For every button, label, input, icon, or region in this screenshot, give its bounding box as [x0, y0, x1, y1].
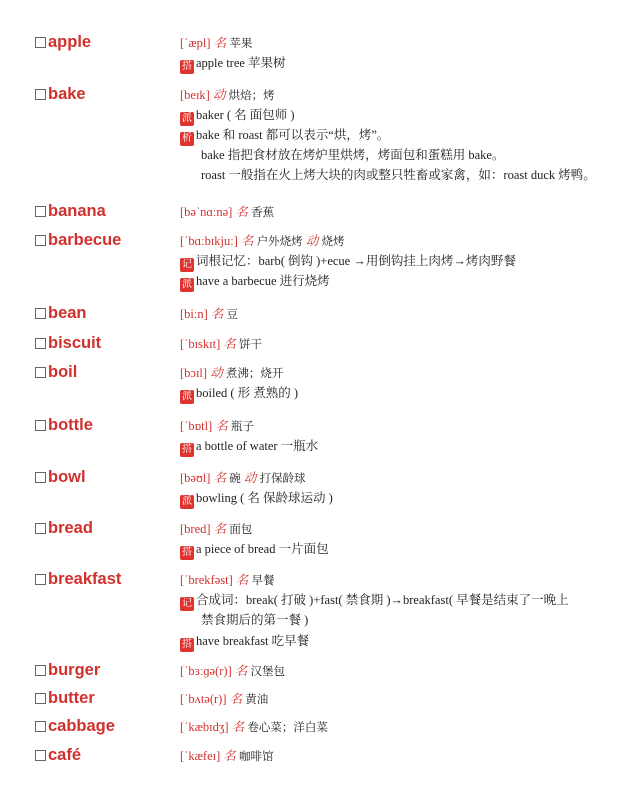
- headword: biscuit: [35, 333, 101, 353]
- definition-line: [ˈbɑːbɪkjuː] 名 户外烧烤 动 烧烤: [180, 234, 345, 248]
- sub-line: bake 指把食材放在烤炉里烘烤，烤面包和蛋糕用 bake。: [201, 148, 505, 162]
- sub-line: 搭 a piece of bread 一片面包: [182, 542, 329, 558]
- headword: apple: [35, 32, 91, 52]
- definition-line: [ˈæpl] 名 苹果: [180, 36, 253, 50]
- definition-line: [ˈkæfeɪ] 名 咖啡馆: [180, 749, 274, 763]
- checkbox-icon[interactable]: [35, 235, 46, 246]
- collocation-badge: 搭: [182, 547, 192, 558]
- headword: banana: [35, 201, 106, 221]
- sub-line: 搭 apple tree 苹果树: [182, 56, 286, 72]
- checkbox-icon[interactable]: [35, 308, 46, 319]
- checkbox-icon[interactable]: [35, 338, 46, 349]
- headword: café: [35, 745, 81, 765]
- definition-line: [bred] 名 面包: [180, 522, 253, 536]
- collocation-badge: 搭: [182, 639, 192, 650]
- checkbox-icon[interactable]: [35, 750, 46, 761]
- definition-line: [bɔɪl] 动 煮沸；烧开: [180, 366, 284, 380]
- definition-line: [ˈbɒtl] 名 瓶子: [180, 419, 254, 433]
- derivation-badge: 派: [182, 113, 192, 124]
- sub-line: 记 词根记忆：barb( 倒钩 )+ecue →用倒钩挂上肉烤→烤肉野餐: [182, 254, 516, 270]
- definition-line: [ˈkæbɪdʒ] 名 卷心菜；洋白菜: [180, 720, 328, 734]
- derivation-badge: 派: [182, 391, 192, 402]
- headword: bottle: [35, 415, 93, 435]
- definition-line: [ˈbʌtə(r)] 名 黄油: [180, 692, 269, 706]
- sub-line: 派 bowling ( 名 保龄球运动 ): [182, 491, 333, 507]
- headword: bake: [35, 84, 86, 104]
- definition-line: [ˈbɪskɪt] 名 饼干: [180, 337, 263, 351]
- checkbox-icon[interactable]: [35, 206, 46, 217]
- derivation-badge: 派: [182, 496, 192, 507]
- sub-line: 记 合成词：break( 打破 )+fast( 禁食期 )→breakfast( 早餐是结束了一晚上: [182, 593, 569, 609]
- checkbox-icon[interactable]: [35, 523, 46, 534]
- sub-line: roast 一般指在火上烤大块的肉或整只牲畜或家禽，如：roast duck 烤鸭。: [201, 168, 596, 182]
- headword: bread: [35, 518, 93, 538]
- collocation-badge: 搭: [182, 444, 192, 455]
- checkbox-icon[interactable]: [35, 693, 46, 704]
- headword: burger: [35, 660, 100, 680]
- checkbox-icon[interactable]: [35, 665, 46, 676]
- analysis-badge: 析: [182, 133, 192, 144]
- sub-line: 搭 have breakfast 吃早餐: [182, 634, 310, 650]
- sub-line: 禁食期后的第一餐 ): [201, 613, 309, 627]
- checkbox-icon[interactable]: [35, 574, 46, 585]
- definition-line: [bəˈnɑːnə] 名 香蕉: [180, 205, 275, 219]
- sub-line: 析 bake 和 roast 都可以表示“烘，烤”。: [182, 128, 390, 144]
- checkbox-icon[interactable]: [35, 472, 46, 483]
- checkbox-icon[interactable]: [35, 367, 46, 378]
- headword: butter: [35, 688, 95, 708]
- sub-line: 派 boiled ( 形 煮熟的 ): [182, 386, 299, 402]
- derivation-badge: 派: [182, 279, 192, 290]
- checkbox-icon[interactable]: [35, 37, 46, 48]
- headword: cabbage: [35, 716, 115, 736]
- headword: barbecue: [35, 230, 121, 250]
- checkbox-icon[interactable]: [35, 420, 46, 431]
- headword: bowl: [35, 467, 86, 487]
- definition-line: [ˈbrekfəst] 名 早餐: [180, 573, 275, 587]
- headword: breakfast: [35, 569, 121, 589]
- sub-line: 搭 a bottle of water 一瓶水: [182, 439, 319, 455]
- sub-line: 派 have a barbecue 进行烧烤: [182, 274, 330, 290]
- headword: boil: [35, 362, 77, 382]
- headword: bean: [35, 303, 87, 323]
- definition-line: [biːn] 名 豆: [180, 307, 239, 321]
- checkbox-icon[interactable]: [35, 721, 46, 732]
- checkbox-icon[interactable]: [35, 89, 46, 100]
- memory-badge: 记: [182, 259, 192, 270]
- definition-line: [beɪk] 动 烘焙；烤: [180, 88, 275, 102]
- memory-badge: 记: [182, 598, 192, 609]
- sub-line: 派 baker ( 名 面包师 ): [182, 108, 295, 124]
- collocation-badge: 搭: [182, 61, 192, 72]
- definition-line: [ˈbɜːɡə(r)] 名 汉堡包: [180, 664, 286, 678]
- definition-line: [bəʊl] 名 碗 动 打保龄球: [180, 471, 306, 485]
